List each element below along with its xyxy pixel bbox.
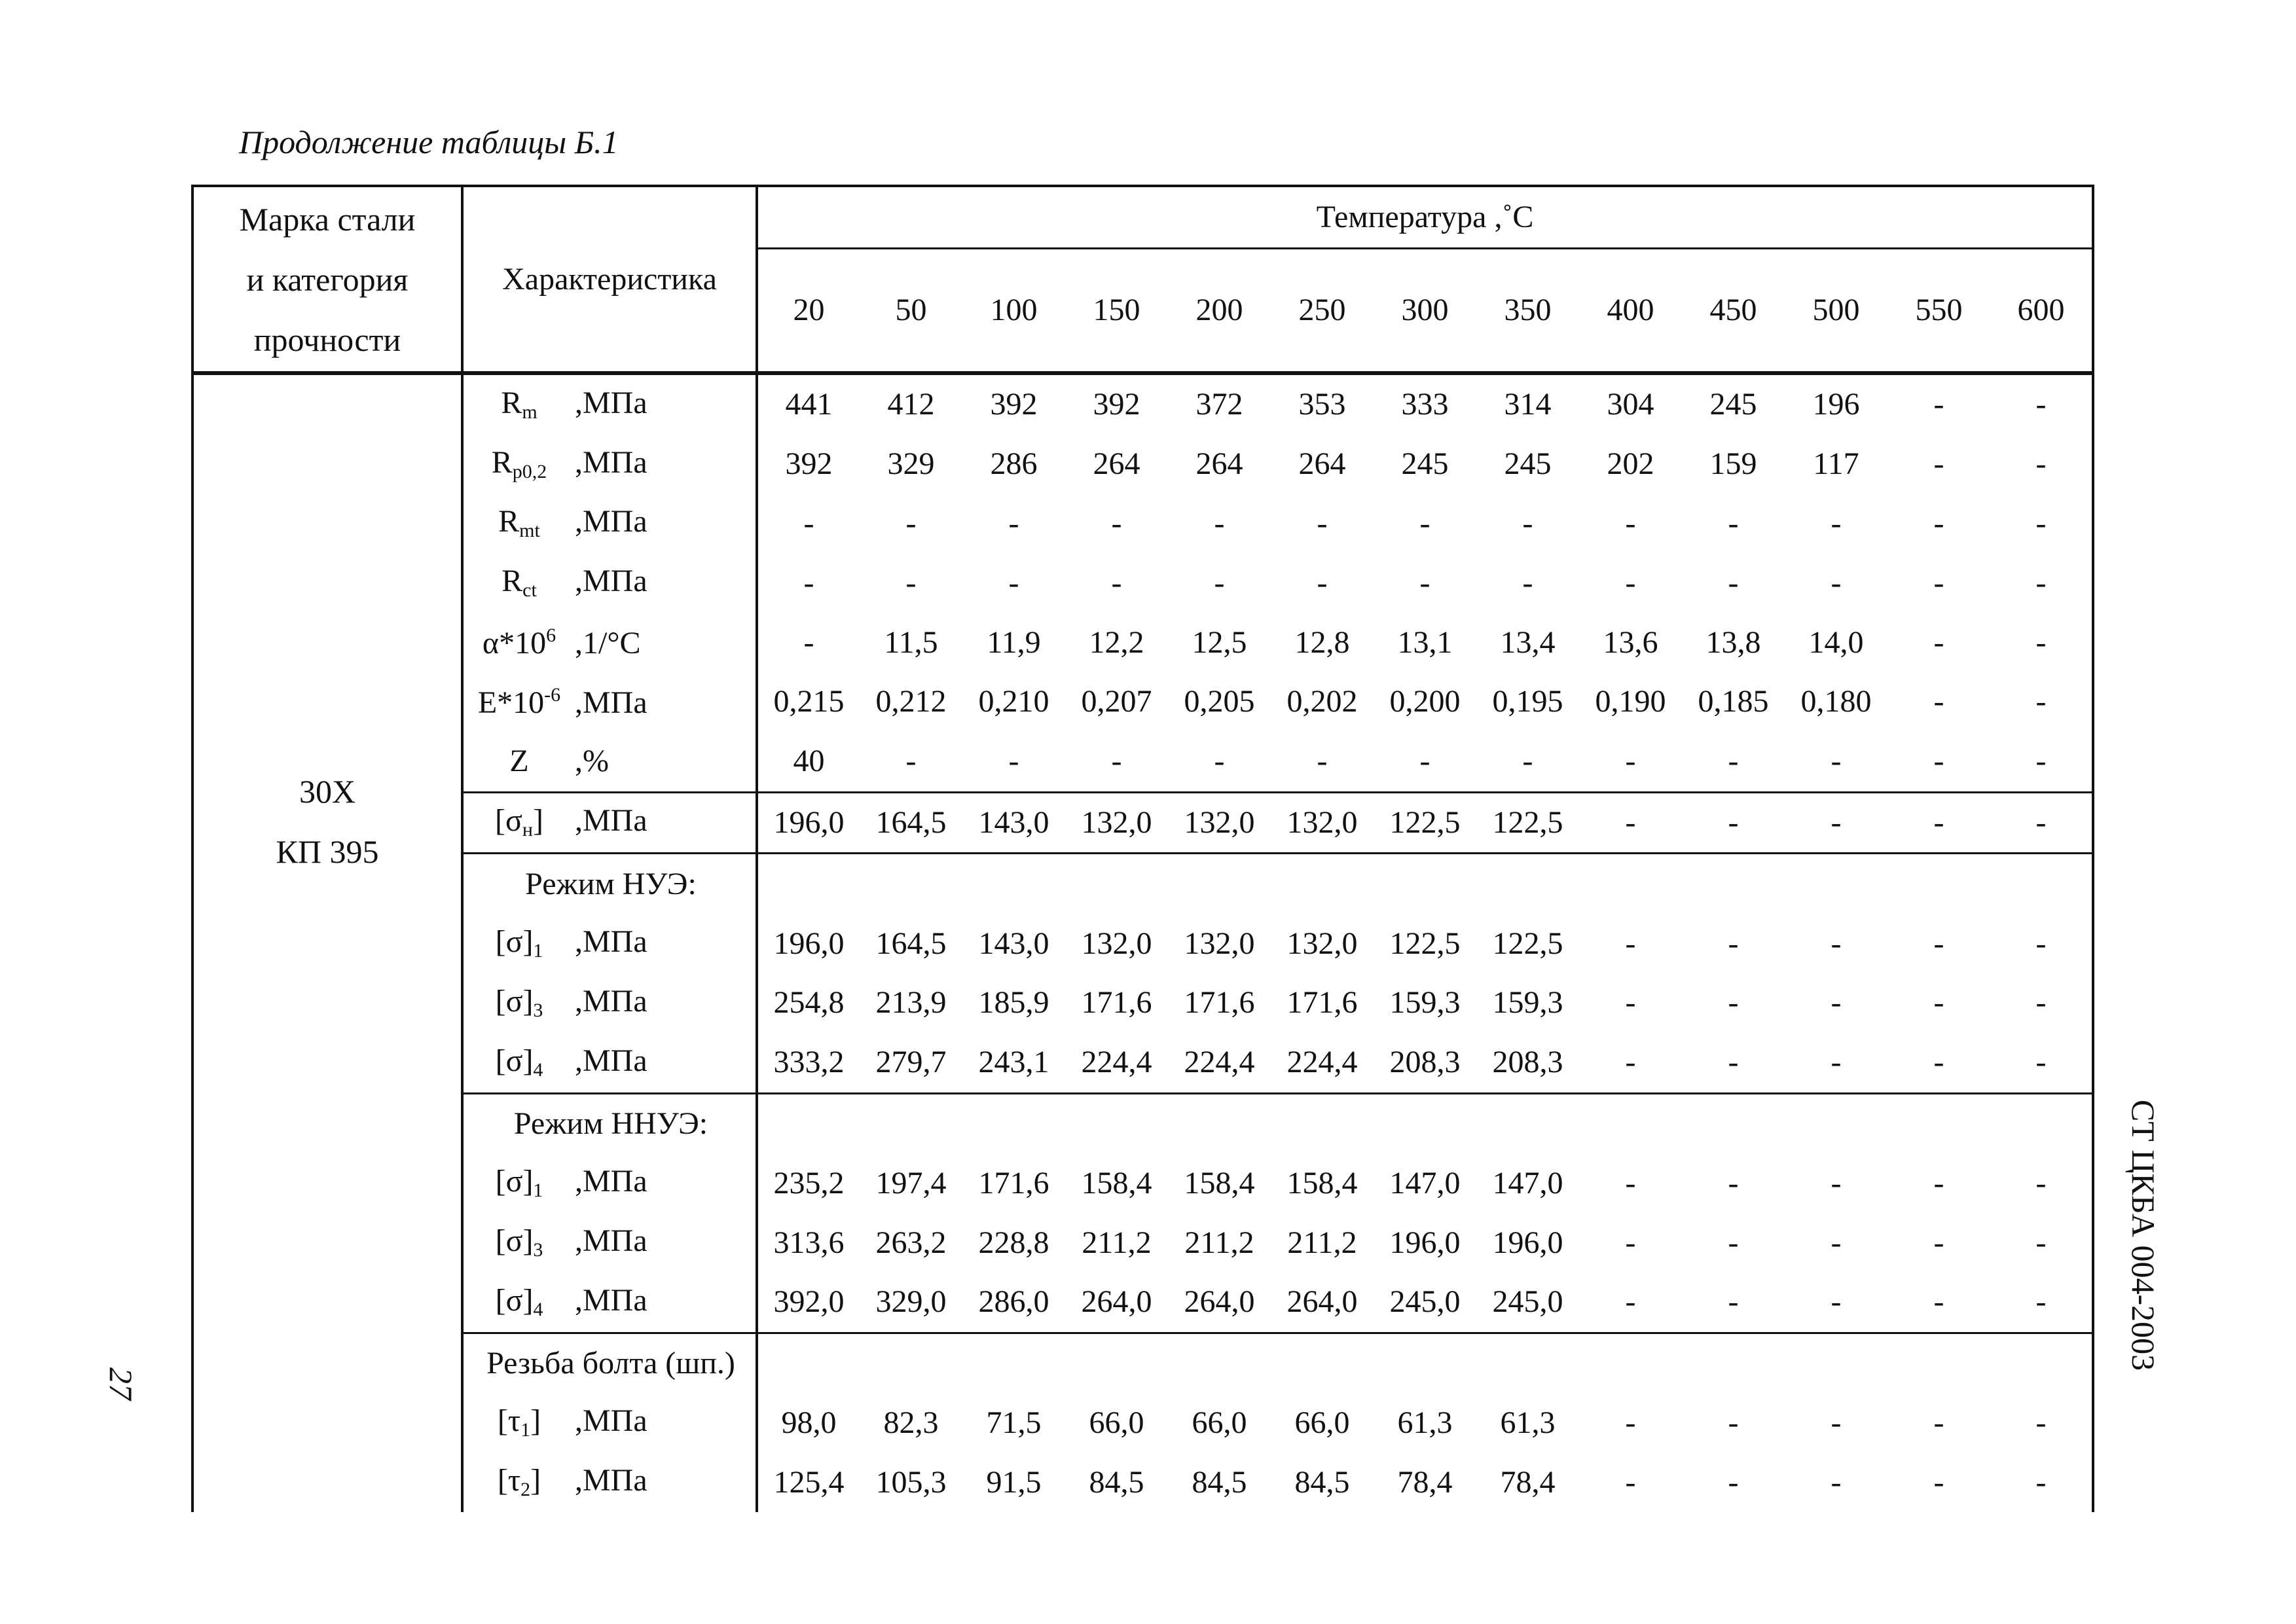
value-cell: 263,2 (875, 1225, 947, 1260)
temperature-column-header: 500 (1785, 249, 1887, 374)
value-cell: - (1933, 1225, 1944, 1260)
value-cell: 392 (962, 373, 1065, 435)
value-cell: 132,0 (1271, 792, 1374, 854)
properties-table (191, 185, 2094, 1512)
characteristic-label: $[\sigma]_4$ ,МПа (462, 1033, 757, 1093)
value-cell: - (1317, 744, 1328, 779)
temperature-column-header: 150 (1065, 249, 1168, 374)
value-cell: 196 (1785, 373, 1887, 435)
value-cell: 147,0 (1389, 1165, 1461, 1200)
value-cell: 13,8 (1705, 624, 1761, 660)
value-cell: 392 (785, 446, 833, 482)
value-cell: 264 (1195, 446, 1243, 482)
value-cell: 158,4 (1081, 1165, 1152, 1200)
value-cell: 12,5 (1192, 624, 1247, 660)
value-cell: 235,2 (773, 1165, 845, 1200)
value-cell: - (1625, 744, 1636, 779)
value-cell: - (1728, 505, 1739, 541)
value-cell: 132,0 (1168, 792, 1271, 854)
mode-blank (757, 1333, 2093, 1393)
value-cell: 264,0 (1184, 1284, 1255, 1320)
value-cell: 264 (1093, 446, 1140, 482)
value-cell: - (1728, 1284, 1739, 1320)
characteristic-label: $\alpha*10^6$ ,1/°С (462, 613, 757, 672)
value-cell: - (1831, 505, 1842, 541)
characteristic-label: $[\sigma]_1$ ,МПа (462, 1153, 757, 1213)
value-cell: - (1728, 1225, 1739, 1260)
value-cell: - (1990, 435, 2093, 494)
value-cell: 245,0 (1492, 1284, 1563, 1320)
value-cell: - (1990, 914, 2093, 973)
value-cell: - (1933, 446, 1944, 482)
value-cell: 211,2 (1082, 1225, 1152, 1260)
value-cell: 211,2 (1287, 1225, 1357, 1260)
value-cell: - (1728, 1165, 1739, 1200)
value-cell: 78,4 (1500, 1464, 1556, 1500)
value-cell: 171,6 (978, 1165, 1049, 1200)
value-cell: 264 (1298, 446, 1346, 482)
value-cell: - (1625, 985, 1636, 1020)
value-cell: 0,190 (1595, 684, 1666, 719)
steel-grade: 30Х (299, 773, 356, 810)
characteristic-label: $[\sigma]_3$ ,МПа (462, 1213, 757, 1272)
value-cell: - (1625, 1405, 1636, 1440)
value-cell: 208,3 (1389, 1045, 1461, 1080)
value-cell: 208,3 (1492, 1045, 1563, 1080)
value-cell: - (1625, 1225, 1636, 1260)
value-cell: - (1933, 684, 1944, 719)
value-cell: 159,3 (1389, 985, 1461, 1020)
value-cell: - (1682, 792, 1785, 854)
value-cell: 132,0 (1065, 792, 1168, 854)
value-cell: 132,0 (1184, 926, 1255, 961)
value-cell: - (1933, 1045, 1944, 1080)
value-cell: 197,4 (875, 1165, 947, 1200)
value-cell: 159,3 (1492, 985, 1563, 1020)
value-cell: 122,5 (1476, 792, 1579, 854)
value-cell: 412 (860, 373, 962, 435)
value-cell: - (803, 505, 814, 541)
value-cell: 164,5 (860, 792, 962, 854)
value-cell: - (1933, 505, 1944, 541)
value-cell: - (1990, 373, 2093, 435)
temperature-header: Температура ,˚С (757, 186, 2093, 249)
mode-label: Резьба болта (шп.) (462, 1333, 757, 1393)
value-cell: 125,4 (773, 1464, 845, 1500)
value-cell: 159 (1709, 446, 1757, 482)
value-cell: - (1317, 505, 1328, 541)
value-cell: - (1625, 1165, 1636, 1200)
temperature-column-header: 350 (1476, 249, 1579, 374)
characteristic-label: $R_{p0,2}$ ,МПа (462, 435, 757, 494)
temperature-column-header: 300 (1374, 249, 1476, 374)
value-cell: - (1831, 1284, 1842, 1320)
value-cell: 66,0 (1089, 1405, 1144, 1440)
strength-category: КП 395 (276, 833, 379, 871)
value-cell: - (1214, 744, 1225, 779)
value-cell: 196,0 (773, 926, 845, 961)
characteristic-label: Z ,% (462, 732, 757, 792)
value-cell: 84,5 (1294, 1464, 1350, 1500)
value-cell: 171,6 (1081, 985, 1152, 1020)
value-cell: 66,0 (1294, 1405, 1350, 1440)
value-cell: - (1933, 985, 1944, 1020)
value-cell: - (1933, 926, 1944, 961)
value-cell: 171,6 (1184, 985, 1255, 1020)
value-cell: - (1625, 505, 1636, 541)
value-cell: 245 (1682, 373, 1785, 435)
value-cell: - (1831, 926, 1842, 961)
value-cell: - (1728, 1045, 1739, 1080)
mode-label: Режим НУЭ: (462, 854, 757, 914)
value-cell: 13,1 (1397, 624, 1453, 660)
characteristic-label: $[\tau_2]$ ,МПа (462, 1453, 757, 1512)
value-cell: - (1990, 672, 2093, 732)
value-cell: 0,212 (875, 684, 947, 719)
value-cell: - (1933, 565, 1944, 600)
temperature-column-header: 550 (1887, 249, 1990, 374)
value-cell: 13,4 (1500, 624, 1556, 660)
value-cell: 164,5 (875, 926, 947, 961)
value-cell: 66,0 (1192, 1405, 1247, 1440)
value-cell: - (1214, 505, 1225, 541)
value-cell: - (1728, 565, 1739, 600)
value-cell: 279,7 (875, 1045, 947, 1080)
value-cell: 0,180 (1800, 684, 1872, 719)
value-cell: 0,207 (1081, 684, 1152, 719)
value-cell: 314 (1476, 373, 1579, 435)
value-cell: 91,5 (986, 1464, 1042, 1500)
temperature-column-header: 100 (962, 249, 1065, 374)
value-cell: 132,0 (1081, 926, 1152, 961)
value-cell: - (1522, 744, 1533, 779)
value-cell: - (1831, 565, 1842, 600)
value-cell: - (1831, 1225, 1842, 1260)
steel-grade-cell (192, 373, 462, 1512)
value-cell: - (1990, 1272, 2093, 1333)
value-cell: - (1625, 1284, 1636, 1320)
value-cell: 254,8 (773, 985, 845, 1020)
value-cell: 71,5 (986, 1405, 1042, 1440)
value-cell: 132,0 (1286, 926, 1358, 961)
value-cell: 329,0 (875, 1284, 947, 1320)
characteristic-label: $R_{mt}$ ,МПа (462, 494, 757, 554)
value-cell: - (1625, 565, 1636, 600)
value-cell: 304 (1579, 373, 1682, 435)
value-cell: 11,9 (987, 624, 1041, 660)
value-cell: 122,5 (1492, 926, 1563, 961)
value-cell: - (1625, 1464, 1636, 1500)
value-cell: 61,3 (1397, 1405, 1453, 1440)
value-cell: 84,5 (1089, 1464, 1144, 1500)
value-cell: 392 (1065, 373, 1168, 435)
value-cell: 105,3 (875, 1464, 947, 1500)
value-cell: - (1990, 732, 2093, 792)
value-cell: - (803, 565, 814, 600)
value-cell: - (1990, 1033, 2093, 1093)
value-cell: 264,0 (1286, 1284, 1358, 1320)
value-cell: 82,3 (883, 1405, 939, 1440)
value-cell: 40 (793, 744, 825, 779)
value-cell: - (1522, 565, 1533, 600)
temperature-column-header: 450 (1682, 249, 1785, 374)
value-cell: - (1625, 926, 1636, 961)
characteristic-label: $R_m$ ,МПа (462, 373, 757, 435)
value-cell: 196,0 (757, 792, 860, 854)
value-cell: 245 (1504, 446, 1552, 482)
value-cell: - (1933, 1284, 1944, 1320)
value-cell: 11,5 (884, 624, 938, 660)
value-cell: 213,9 (875, 985, 947, 1020)
value-cell: - (1785, 792, 1887, 854)
characteristic-label: $E*10^{-6}$ ,МПа (462, 672, 757, 732)
value-cell: 98,0 (781, 1405, 837, 1440)
value-cell: - (1111, 744, 1122, 779)
mode-blank (757, 854, 2093, 914)
value-cell: 12,2 (1089, 624, 1144, 660)
value-cell: 143,0 (962, 792, 1065, 854)
value-cell: 122,5 (1389, 926, 1461, 961)
value-cell: 224,4 (1081, 1045, 1152, 1080)
characteristic-label: $[\tau_1]$ ,МПа (462, 1394, 757, 1453)
value-cell: - (1933, 1405, 1944, 1440)
value-cell: - (1419, 505, 1430, 541)
value-cell: - (1728, 985, 1739, 1020)
value-cell: 224,4 (1184, 1045, 1255, 1080)
value-cell: 84,5 (1192, 1464, 1247, 1500)
value-cell: - (1990, 1213, 2093, 1272)
value-cell: - (1317, 565, 1328, 600)
temperature-column-header: 400 (1579, 249, 1682, 374)
temperature-column-header: 250 (1271, 249, 1374, 374)
value-cell: 0,210 (978, 684, 1049, 719)
value-cell: 143,0 (978, 926, 1049, 961)
value-cell: 185,9 (978, 985, 1049, 1020)
value-cell: - (1990, 553, 2093, 613)
value-cell: - (905, 565, 917, 600)
value-cell: 13,6 (1603, 624, 1658, 660)
value-cell: - (1419, 744, 1430, 779)
temperature-column-header: 600 (1990, 249, 2093, 374)
value-cell: 117 (1813, 446, 1859, 482)
value-cell: 441 (757, 373, 860, 435)
value-cell: 245,0 (1389, 1284, 1461, 1320)
value-cell: - (1887, 373, 1990, 435)
value-cell: - (1990, 792, 2093, 854)
characteristic-label: $[\sigma_н]$ ,МПа (462, 792, 757, 854)
value-cell: 0,185 (1698, 684, 1769, 719)
value-cell: 0,200 (1389, 684, 1461, 719)
value-cell: 333,2 (773, 1045, 845, 1080)
value-cell: 171,6 (1286, 985, 1358, 1020)
temperature-column-header: 50 (860, 249, 962, 374)
value-cell: - (1728, 1405, 1739, 1440)
value-cell: 313,6 (773, 1225, 845, 1260)
value-cell: - (1990, 973, 2093, 1033)
characteristic-label: $R_{ct}$ ,МПа (462, 553, 757, 613)
value-cell: - (1008, 505, 1019, 541)
value-cell: 158,4 (1184, 1165, 1255, 1200)
value-cell: - (1522, 505, 1533, 541)
value-cell: - (1831, 744, 1842, 779)
temperature-column-header: 20 (757, 249, 860, 374)
grade-column-header: Марка стали и категория прочности (192, 186, 462, 373)
value-cell: - (1728, 926, 1739, 961)
value-cell: 286,0 (978, 1284, 1049, 1320)
value-cell: - (1933, 624, 1944, 660)
value-cell: - (1831, 985, 1842, 1020)
value-cell: 333 (1374, 373, 1476, 435)
value-cell: - (1990, 494, 2093, 554)
page-number: 27 (103, 1367, 139, 1400)
value-cell: - (1008, 565, 1019, 600)
value-cell: - (1625, 1045, 1636, 1080)
value-cell: 147,0 (1492, 1165, 1563, 1200)
value-cell: 202 (1607, 446, 1654, 482)
value-cell: - (1990, 613, 2093, 672)
value-cell: 0,205 (1184, 684, 1255, 719)
characteristic-label: $[\sigma]_4$ ,МПа (462, 1272, 757, 1333)
value-cell: 329 (887, 446, 935, 482)
characteristic-column-header: Характеристика (462, 186, 757, 373)
value-cell: 353 (1271, 373, 1374, 435)
value-cell: 228,8 (978, 1225, 1049, 1260)
characteristic-label: $[\sigma]_1$ ,МПа (462, 914, 757, 973)
value-cell: - (1831, 1464, 1842, 1500)
value-cell: 0,215 (773, 684, 845, 719)
value-cell: - (1990, 1153, 2093, 1213)
value-cell: - (1008, 744, 1019, 779)
value-cell: 0,202 (1286, 684, 1358, 719)
value-cell: - (1933, 1464, 1944, 1500)
value-cell: 264,0 (1081, 1284, 1152, 1320)
value-cell: 196,0 (1389, 1225, 1461, 1260)
mode-label: Режим ННУЭ: (462, 1093, 757, 1153)
characteristic-label: $[\sigma]_3$ ,МПа (462, 973, 757, 1033)
value-cell: 78,4 (1397, 1464, 1453, 1500)
mode-blank (757, 1093, 2093, 1153)
value-cell: 224,4 (1286, 1045, 1358, 1080)
value-cell: - (1728, 744, 1739, 779)
value-cell: - (905, 505, 917, 541)
value-cell: 158,4 (1286, 1165, 1358, 1200)
value-cell: 0,195 (1492, 684, 1563, 719)
value-cell: - (1933, 744, 1944, 779)
value-cell: - (1831, 1045, 1842, 1080)
value-cell: 196,0 (1492, 1225, 1563, 1260)
table-caption: Продолжение таблицы Б.1 (239, 124, 619, 160)
value-cell: - (1419, 565, 1430, 600)
value-cell: 122,5 (1374, 792, 1476, 854)
value-cell: - (803, 624, 814, 660)
value-cell: - (905, 744, 917, 779)
value-cell: - (1728, 1464, 1739, 1500)
value-cell: - (1579, 792, 1682, 854)
value-cell: 392,0 (773, 1284, 845, 1320)
value-cell: 372 (1168, 373, 1271, 435)
value-cell: 61,3 (1500, 1405, 1556, 1440)
value-cell: - (1214, 565, 1225, 600)
temperature-column-header: 200 (1168, 249, 1271, 374)
value-cell: - (1990, 1394, 2093, 1453)
value-cell: 12,8 (1294, 624, 1350, 660)
value-cell: - (1111, 505, 1122, 541)
value-cell: - (1887, 792, 1990, 854)
value-cell: 243,1 (978, 1045, 1049, 1080)
value-cell: - (1831, 1405, 1842, 1440)
value-cell: - (1111, 565, 1122, 600)
value-cell: 211,2 (1184, 1225, 1254, 1260)
value-cell: 14,0 (1808, 624, 1864, 660)
value-cell: - (1990, 1453, 2093, 1512)
value-cell: 245 (1401, 446, 1449, 482)
document-code: СТ ЦКБА 004-2003 (2125, 1100, 2162, 1371)
value-cell: - (1831, 1165, 1842, 1200)
value-cell: - (1933, 1165, 1944, 1200)
value-cell: 286 (990, 446, 1038, 482)
